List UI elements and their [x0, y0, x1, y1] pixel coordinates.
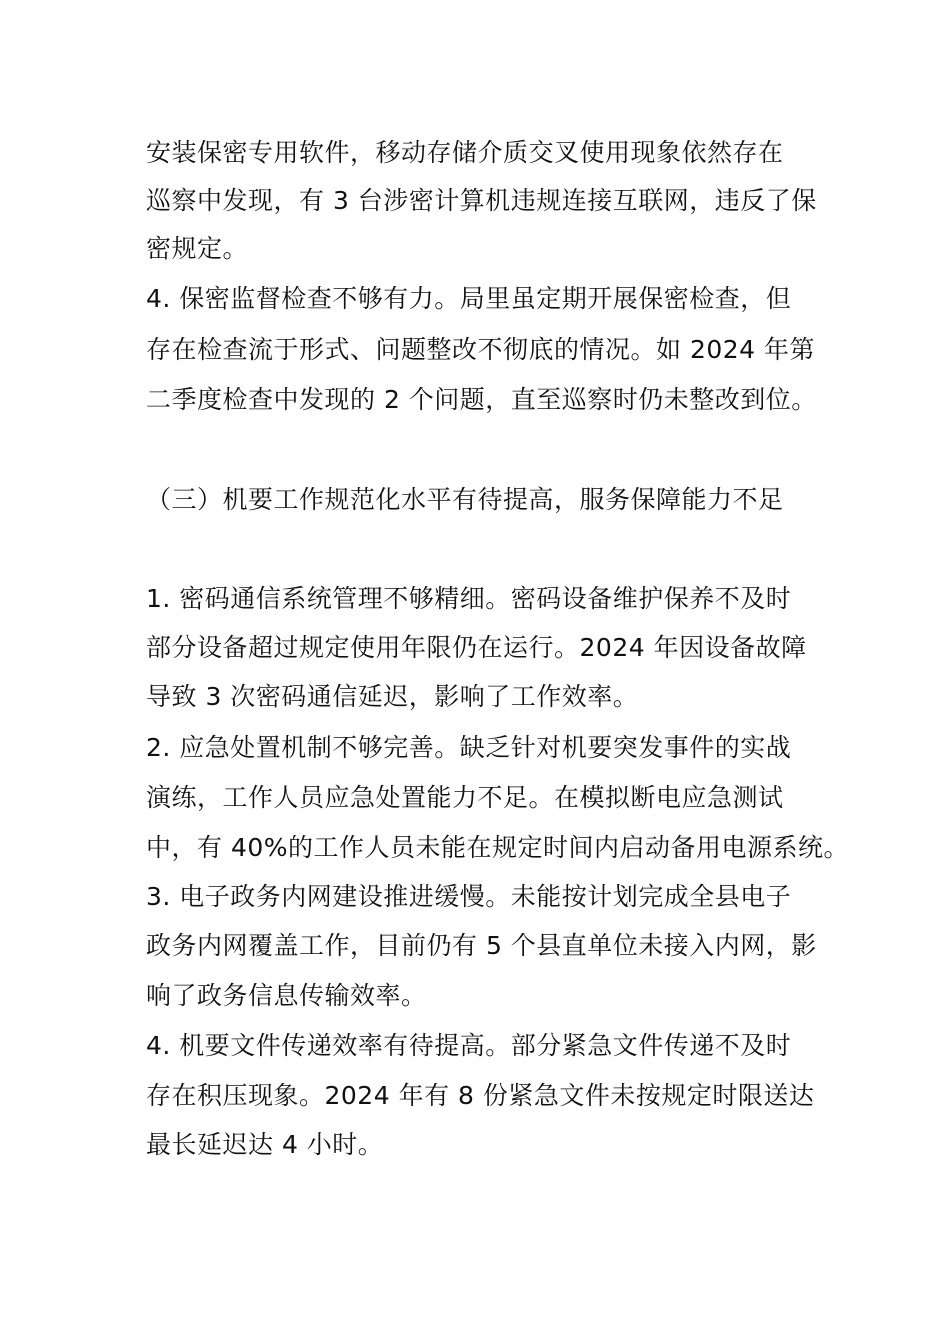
text-line: 导致 3 次密码通信延迟，影响了工作效率。	[146, 682, 639, 711]
text-line: 4. 保密监督检查不够有力。局里虽定期开展保密检查，但	[146, 284, 792, 313]
text-line: 部分设备超过规定使用年限仍在运行。2024 年因设备故障	[146, 633, 807, 662]
text-line: 存在检查流于形式、问题整改不彻底的情况。如 2024 年第	[146, 335, 816, 364]
text-line: 2. 应急处置机制不够完善。缺乏针对机要突发事件的实战	[146, 733, 792, 762]
text-line: 最长延迟达 4 小时。	[146, 1130, 384, 1159]
section-heading: （三）机要工作规范化水平有待提高，服务保障能力不足	[146, 485, 784, 514]
text-line: 密规定。	[146, 234, 249, 263]
text-line: 安装保密专用软件，移动存储介质交叉使用现象依然存在	[146, 138, 784, 167]
text-line: 二季度检查中发现的 2 个问题，直至巡察时仍未整改到位。	[146, 385, 817, 414]
text-line: 演练，工作人员应急处置能力不足。在模拟断电应急测试	[146, 783, 784, 812]
text-line: 中，有 40%的工作人员未能在规定时间内启动备用电源系统。	[146, 833, 850, 862]
text-line: 1. 密码通信系统管理不够精细。密码设备维护保养不及时	[146, 584, 792, 613]
text-line: 政务内网覆盖工作，目前仍有 5 个县直单位未接入内网，影	[146, 931, 817, 960]
text-line: 响了政务信息传输效率。	[146, 981, 427, 1010]
text-line: 巡察中发现，有 3 台涉密计算机违规连接互联网，违反了保	[146, 186, 817, 215]
text-line: 4. 机要文件传递效率有待提高。部分紧急文件传递不及时	[146, 1031, 792, 1060]
text-line: 存在积压现象。2024 年有 8 份紧急文件未按规定时限送达	[146, 1081, 815, 1110]
text-line: 3. 电子政务内网建设推进缓慢。未能按计划完成全县电子	[146, 882, 792, 911]
